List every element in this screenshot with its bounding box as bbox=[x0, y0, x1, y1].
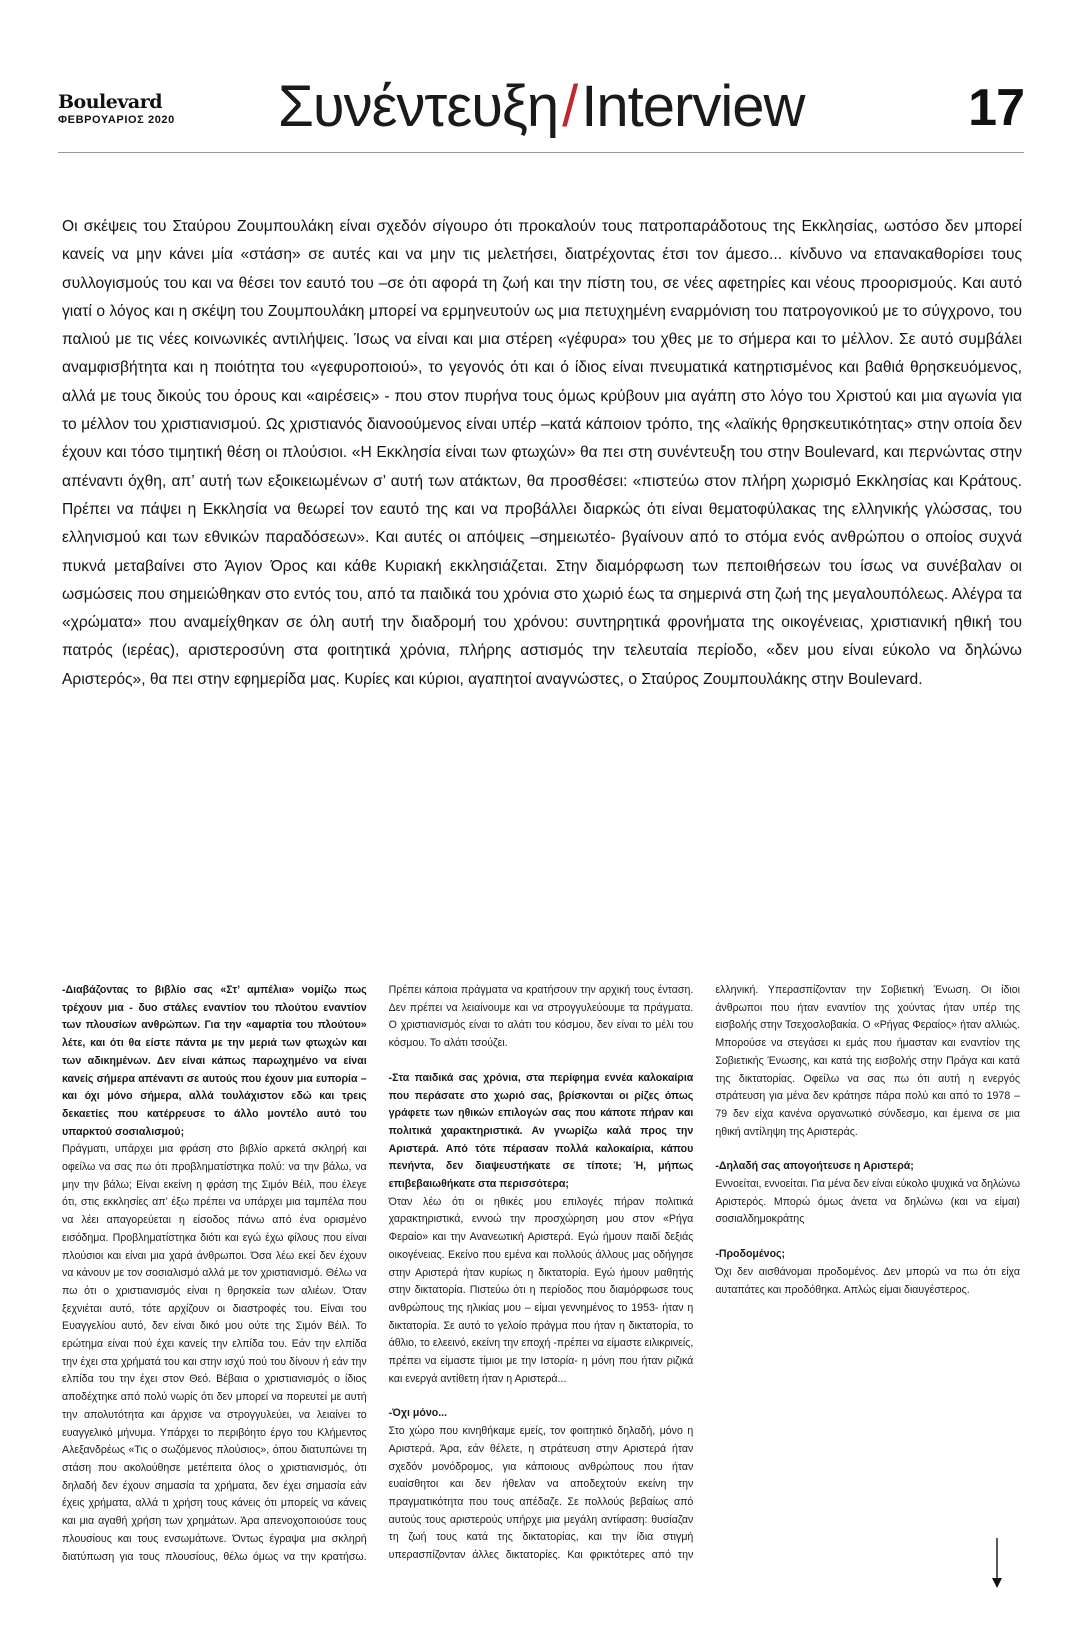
interview-question: -Προδομένος; bbox=[715, 1248, 786, 1261]
interview-answer: Εννοείται, εννοείται. Για μένα δεν είναι εύκολο ψυχικά να δηλώνω Αριστερός. Μπορώ όμως άνετα να δηλώνω (και να είμαι) σοσιαλδημοκράτης bbox=[715, 1178, 1020, 1226]
section-title-english: Interview bbox=[581, 74, 805, 139]
paragraph-gap bbox=[389, 1388, 694, 1405]
magazine-logo: Boulevard bbox=[58, 91, 162, 113]
interview-question: -Στα παιδικά σας χρόνια, στα περίφημα εννέα καλοκαίρια που περάσατε στο χωριό σας, βρίσκονται οι ρίζες όπως γράφετε των ηθικών επιλογών σας που κάποτε πήραν και πολιτικά χαρακτηριστικά. Αν γνωρίζω καλά προς την Αριστερά. Από τότε πέρασαν πολλά καλοκαίρια, κάπου πενήντα, δεν διαψευστήκατε σε τίποτε; Ή, μήπως επιβεβαιωθήκατε στα περισσότερα; bbox=[388, 1071, 694, 1191]
interview-question: -Διαβάζοντας το βιβλίο σας «Στ’ αμπέλια» νομίζω πως τρέχουν μια - δυο στάλες εναντίον του πλούτου εναντίον των πλουσίων ανθρώπων. Για την «αμαρτία του πλούτου» λέτε, και ότι θα είστε πάντα με την μεριά των φτωχών και των αδικημένων. Δεν είναι κάπως παρωχημένο να είναι κανείς σήμερα απέναντι σε αυτούς που έχουν μια ευπορία –και όχι μόνο σήμερα, αλλά τουλάχιστον εδώ και τρεις δεκαετίες που κατέρρευσε το άλλο μοντέλο αυτό του υπαρκτού σοσιαλισμού; bbox=[62, 984, 367, 1138]
intro-paragraph: Οι σκέψεις του Σταύρου Ζουμπουλάκη είναι σχεδόν σίγουρο ότι προκαλούν τους πατροπαράδοτους της Εκκλησίας, ωστόσο δεν μπορεί κανείς να μην κάνει μία «στάση» σε αυτές και να μην τις μελετήσει, διατρέχοντας έτσι τον άμεσο... κίνδυνο να επανακαθορίσει τους συλλογισμούς του και να θέσει τον εαυτό του –σε ότι αφορά τη ζωή και την πίστη του, σε νέες αφετηρίες και νέους προορισμούς. Και αυτό γιατί ο λόγος και η σκέψη του Ζουμπουλάκη μπορεί να ερμηνευτούν ως μια πετυχημένη εναρμόνιση του πατρογονικού με το σύγχρονο, του παλιού με τις νέες κοινωνικές αντιλήψεις. Ίσως να είναι και μια στέρεη «γέφυρα» του χθες με το σήμερα και το μέλλον. Σε αυτό συμβάλει αναμφισβήτητα και η ποιότητα του «γεφυροποιού», το γεγονός ότι και ό ίδιος είναι πνευματικά κατηρτισμένος και βαθιά θρησκευόμενος, αλλά με τους δικούς του όρους και «αιρέσεις» - που στον πυρήνα τους όμως κρύβουν μια αγάπη στο λόγο του Χριστού και μια αγωνία για το μέλλον του χριστιανισμού. Ως χριστιανός διανοούμενος είναι υπέρ –κατά κάποιον τρόπο, της «λαϊκής θρησκευτικότητας» στην οποία δεν έχουν και τόσο τιμητική θέση οι πλούσιοι. «Η Εκκλησία είναι των φτωχών» θα πει στη συνέντευξη του στην Boulevard, και περνώντας στην απέναντι όχθη, απ’ αυτή των εξοικειωμένων σ’ αυτή των ατάκτων, θα προσθέσει: «πιστεύω στον πλήρη χωρισμό Εκκλησίας και Κράτους. Πρέπει να πάψει η Εκκλησία να θεωρεί τον εαυτό της και να προβάλλει διαρκώς ότι είναι θεματοφύλακας της ελληνικής γλώσσας, του ελληνισμού και των εθνικών παραδόσεων». Και αυτές οι απόψεις –σημειωτέο- βγαίνουν από το στόμα ενός ανθρώπου ο οποίος συχνά πυκνά μεταβαίνει στο Άγιον Όρος και κάθε Κυριακή εκκλησιάζεται. Στην διαμόρφωση των πεποιθήσεων του ίσως να συνέβαλαν οι ωσμώσεις που σημειώθηκαν στο εντός του, από τα παιδικά του χρόνια στο χωριό έως τα σημερινά στη ζωή της μεγαλουπόλεως. Αλέγρα τα «χρώματα» που αναμείχθηκαν σε όλη αυτή την διαδρομή του χρόνου: συντηρητικά φρονήματα της οικογένειας, χριστιανική ηθική του πατρός (ιερέας), αριστεροσύνη στα φοιτητικά χρόνια, πλήρης αστισμός την τελευταία περίοδο, «δεν μου είναι εύκολο να δηλώνω Αριστερός», θα πει στην εφημερίδα μας. Κυρίες και κύριοι, αγαπητοί αναγνώστες, ο Σταύρος Ζουμπουλάκης στην Boulevard. bbox=[62, 218, 1022, 688]
masthead bbox=[58, 92, 208, 127]
issue-date: ΦΕΒΡΟΥΑΡΙΟΣ 2020 bbox=[58, 114, 175, 126]
interview-answer: Όχι δεν αισθάνομαι προδομένος. Δεν μπορώ να πω ότι είχα αυταπάτες και προδόθηκα. Απλώς είμαι διαυγέστερος. bbox=[715, 1265, 1020, 1296]
section-title-separator: / bbox=[562, 74, 578, 139]
interview-answer: Όταν λέω ότι οι ηθικές μου επιλογές πήραν πολιτικά χαρακτηριστικά, εννοώ την προσχώρηση μου στον «Ρήγα Φεραίο» και την Ανανεωτική Αριστερά. Εγώ ήμουν παιδί δεξιάς οικογένειας. Εκείνο που εμένα και πολλούς άλλους μας οδήγησε στην Αριστερά ήταν κυρίως η δικτατορία. Εγώ ήμουν μαθητής στην δικτατορία. Πιστεύω ότι η περίοδος που διαμόρφωσε τους ανθρώπους της ηλικίας μου – είμαι γεννημένος το 1953- ήταν η δικτατορία. Σε αυτό το γελοίο πράγμα που ήταν η δικτατορία, το άθλιο, το ελεεινό, εκείνη την εποχή -πρέπει να είμαστε ειλικρινείς, πρέπει να είμαστε τίμιοι με την Ιστορία- η μόνη που ήταν ριζικά και ενεργά αντίθετη ήταν η Αριστερά... bbox=[388, 1195, 694, 1385]
interview-question: -Δηλαδή σας απογοήτευσε η Αριστερά; bbox=[715, 1160, 914, 1173]
section-title-greek: Συνέντευξη bbox=[278, 74, 559, 139]
interview-answer: Πράγματι, υπάρχει μια φράση στο βιβλίο αρκετά σκληρή και οφείλω να σας πω ότι προβληματίστηκα πολύ: να την βάλω, να μην την βάλω; Είναι εκείνη η φράση της Σιμόν Βέιλ, που έλεγε ότι, στις εκκλησίες απ’ έξω πρέπει να υπάρχει μια ταμπέλα που να λέει απαγορεύεται η είσοδος πάνω από ένα ορισμένο εισόδημα. Προβληματίστηκα διότι και εγώ έχω φίλους που είναι πλούσιοι και είναι μια χαρά άνθρωποι. Όσα λέω εκεί δεν έχουν να κάνουν με τον σοσιαλισμό αλλά με τον χριστιανισμό. Θέλω να πω ότι ο χριστιανισμός είναι η θρησκεία των αλιέων. Όταν ξεχνιέται αυτό, τότε αρχίζουν οι διαστροφές του. Είναι του Ευαγγελίου αυτό, δεν είναι δικό μου ούτε της Σιμόν Βέιλ. Το ερώτημα είναι πού έχει κανείς την ελπίδα του. Εάν την ελπίδα την έχει στα χρήματά του και στην ισχύ πού του δίνουν ή εάν την ελπίδα του την έχει στον Θεό. Βέβαια ο χριστιανισμός ο ίδιος αποδέχτηκε από πολύ νωρίς ότι δεν μπορεί να πορευτεί με αυτή την απολυτότητα και άρχισε να στρογγυλεύει, να λειαίνει το ευαγγελικό μήνυμα. Υπάρχει το περιβόητο έργο του Κλήμεντος Αλεξανδρέως «Τις ο σωζόμενος πλούσιος», όπου διατυπώνει τη στάση που ακολούθησε μετέπειτα όλος ο χριστιανισμός, ότι δηλαδή δεν έχουν σημασία τα χρήματα, δεν έχει σημασία εάν έχεις χρήματα, αλλά τι χρήση τους κάνεις ότι μπορείς να κάνεις και μια αγαθή χρήση των χρημάτων. Άρα απενοχοποιούσε τους πλουσίους και τους ενσωμάτωνε. Όντως έγραψα μια σκληρή διατύπωση για τους πλουσίους, θέλω όμως να την κρατήσω. Πρέπει κάποια πράγματα να κρατήσουν την αρχική τους ένταση. Δεν πρέπει να λειαίνουμε και να στρογγυλεύουμε τα πράγματα. Ο χριστιανισμός είναι το αλάτι του κόσμου, δεν είναι το μέλι του κόσμου. Το αλάτι τσούζει. bbox=[62, 984, 694, 1563]
interview-columns bbox=[62, 982, 1020, 1582]
paragraph-gap bbox=[715, 1141, 1020, 1158]
page-number: 17 bbox=[968, 79, 1024, 137]
paragraph-gap bbox=[389, 1053, 694, 1070]
interview-question: -Όχι μόνο... bbox=[388, 1407, 448, 1420]
section-title bbox=[278, 70, 838, 144]
interview-answer: Στο χώρο που κινηθήκαμε εμείς, τον φοιτητικό δηλαδή, μόνο η Αριστερά. Άρα, εάν θέλετε, η στράτευση στην Αριστερά ήταν σχεδόν μονόδρομος, για κάποιους ανθρώπους που ήταν ευαίσθητοι και δεν ήθελαν να αποδεχτούν εκείνη την πραγματικότητα που τους απέδαζε. Σε πολλούς βεβαίως από αυτούς τους αριστερούς υπήρχε μια μεγάλη αντίφαση: θυσίαζαν τη ζωή τους κατά της δικτατορίας, και την ίδια στιγμή υπερασπίζονταν άλλες δικτατορίες. Και φρικτότερες από την ελληνική. Υπερασπίζονταν την Σοβιετική Ένωση. Οι ίδιοι άνθρωποι που ήταν εναντίον της χούντας ήταν υπέρ της εισβολής στην Τσεχοσλοβακία. Ο «Ρήγας Φεραίος» ήταν αλλιώς. Μπορούσε να στεγάσει κι εμάς που ήμασταν και εναντίον της Σοβιετικής Ένωσης, και κατά της εισβολής στην Πράγα και κατά της δικτατορίας. Οφείλω να σας πω ότι αυτή η ενεργός στράτευση για μένα δεν κράτησε πάρα πολύ και από το 1978 – 79 δεν είχα κανένα οργανωτικό σύνδεσμο, και έμεινα σε μια ηθική αντίληψη της Αριστεράς. bbox=[388, 984, 1020, 1562]
paragraph-gap bbox=[715, 1229, 1020, 1246]
header-divider bbox=[58, 152, 1024, 153]
continue-arrow-icon bbox=[991, 1538, 1003, 1588]
